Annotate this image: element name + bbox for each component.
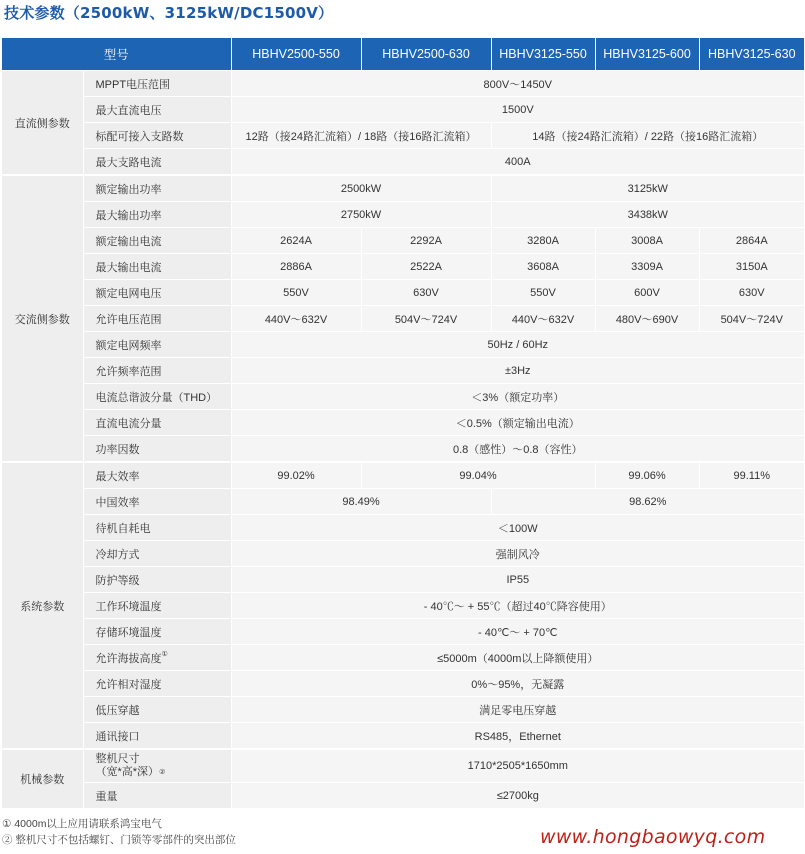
footnote-marker: ① [161,650,168,658]
row-value: 504V～724V [699,306,804,332]
row-value: 600V [595,280,699,306]
row-value: 2292A [361,228,491,254]
spec-table [2,38,804,810]
table-row [2,202,804,228]
header-row [2,38,804,71]
row-value: 98.49% [231,489,491,515]
row-label: 重量 [83,783,231,809]
row-value: 12路（接24路汇流箱）/ 18路（接16路汇流箱） [231,123,491,149]
row-label: 存储环境温度 [83,619,231,645]
row-label: 整机尺寸 [95,753,140,765]
header-model: 型号 [2,38,231,71]
table-row [2,567,804,593]
website-link[interactable]: www.hongbaowyq.com [540,826,766,848]
row-value: 99.11% [699,462,804,489]
row-value: 3008A [595,228,699,254]
row-label: 允许相对湿度 [83,671,231,697]
table-row [2,515,804,541]
table-row [2,123,804,149]
row-value: 1500V [231,97,804,123]
row-value: 550V [491,280,595,306]
table-row [2,723,804,750]
header-model-4: HBHV3125-600 [595,38,699,71]
header-model-5: HBHV3125-630 [699,38,804,71]
table-row [2,783,804,809]
row-label: 功率因数 [83,436,231,463]
row-value: 400A [231,149,804,176]
footnote-2: ② 整机尺寸不包括螺钉、门锁等零部件的突出部位 [2,834,236,846]
row-value: 14路（接24路汇流箱）/ 22路（接16路汇流箱） [491,123,804,149]
footnote-marker: ② [159,769,166,776]
table-row [2,149,804,176]
table-row [2,671,804,697]
row-value: 504V～724V [361,306,491,332]
header-model-1: HBHV2500-550 [231,38,361,71]
row-label: 工作环境温度 [83,593,231,619]
table-row [2,280,804,306]
row-label-altitude [83,645,231,671]
table-row [2,254,804,280]
table-row [2,71,804,97]
table-row [2,749,804,783]
row-label: 低压穿越 [83,697,231,723]
row-label-dimensions [83,749,231,783]
row-value: 800V～1450V [231,71,804,97]
row-value: 满足零电压穿越 [231,697,804,723]
row-value: 99.02% [231,462,361,489]
table-row [2,697,804,723]
row-label: 允许电压范围 [83,306,231,332]
row-label: 中国效率 [83,489,231,515]
row-label: 额定输出功率 [83,175,231,202]
row-value: 0.8（感性）～0.8（容性） [231,436,804,463]
row-value: RS485，Ethernet [231,723,804,750]
row-label: 允许频率范围 [83,358,231,384]
page-title: 技术参数（2500kW、3125kW/DC1500V） [4,4,334,22]
header-model-3: HBHV3125-550 [491,38,595,71]
row-value: ＜100W [231,515,804,541]
row-value: ≤5000m（4000m以上降额使用） [231,645,804,671]
row-value: 3608A [491,254,595,280]
table-row [2,175,804,202]
table-row [2,384,804,410]
row-value: 1710*2505*1650mm [231,749,804,783]
group-system: 系统参数 [2,462,83,749]
row-label: 防护等级 [83,567,231,593]
footnote-1: ① 4000m以上应用请联系鸿宝电气 [2,818,162,830]
table-row [2,228,804,254]
table-row [2,489,804,515]
footnotes [2,816,236,848]
row-label: 待机自耗电 [83,515,231,541]
row-value: 强制风冷 [231,541,804,567]
row-value: 50Hz / 60Hz [231,332,804,358]
row-value: 2750kW [231,202,491,228]
row-label: 额定输出电流 [83,228,231,254]
row-value: 2886A [231,254,361,280]
table-row [2,541,804,567]
header-model-2: HBHV2500-630 [361,38,491,71]
row-label: 最大输出电流 [83,254,231,280]
group-dc: 直流侧参数 [2,71,83,176]
row-value: 2522A [361,254,491,280]
row-label: 允许海拔高度 [95,652,162,665]
row-label: 最大直流电压 [83,97,231,123]
row-label-sub-text: （宽*高*深） [95,766,160,778]
row-value: 630V [699,280,804,306]
row-label: 额定电网电压 [83,280,231,306]
row-label: 额定电网频率 [83,332,231,358]
group-ac: 交流侧参数 [2,175,83,462]
row-value: 3280A [491,228,595,254]
row-value: 440V～632V [231,306,361,332]
row-value: 99.06% [595,462,699,489]
row-value: ＜3%（额定功率） [231,384,804,410]
row-label: 最大输出功率 [83,202,231,228]
row-label: MPPT电压范围 [83,71,231,97]
row-value: 3438kW [491,202,804,228]
row-label: 最大效率 [83,462,231,489]
row-label: 最大支路电流 [83,149,231,176]
table-row [2,593,804,619]
table-row [2,97,804,123]
row-value: 3150A [699,254,804,280]
table-row [2,645,804,671]
row-value: 99.04% [361,462,595,489]
row-label-sub [96,766,231,779]
row-value: 2500kW [231,175,491,202]
row-value: ≤2700kg [231,783,804,809]
row-value: 630V [361,280,491,306]
row-value: - 40℃～ + 70℃ [231,619,804,645]
row-value: 480V～690V [595,306,699,332]
row-value: 550V [231,280,361,306]
table-row [2,358,804,384]
table-row [2,332,804,358]
row-label: 冷却方式 [83,541,231,567]
table-row [2,619,804,645]
row-value: 3309A [595,254,699,280]
row-label: 电流总谐波分量（THD） [83,384,231,410]
row-label: 通讯接口 [83,723,231,750]
group-mech: 机械参数 [2,749,83,809]
row-value: ±3Hz [231,358,804,384]
row-value: 3125kW [491,175,804,202]
row-value: 440V～632V [491,306,595,332]
table-row [2,436,804,463]
row-value: IP55 [231,567,804,593]
table-row [2,462,804,489]
row-value: 2864A [699,228,804,254]
row-value: 2624A [231,228,361,254]
table-row [2,306,804,332]
row-value: - 40℃～ + 55℃（超过40℃降容使用） [231,593,804,619]
table-row [2,410,804,436]
row-label: 直流电流分量 [83,410,231,436]
row-label: 标配可接入支路数 [83,123,231,149]
row-value: 0%～95%，无凝露 [231,671,804,697]
row-value: ＜0.5%（额定输出电流） [231,410,804,436]
row-value: 98.62% [491,489,804,515]
